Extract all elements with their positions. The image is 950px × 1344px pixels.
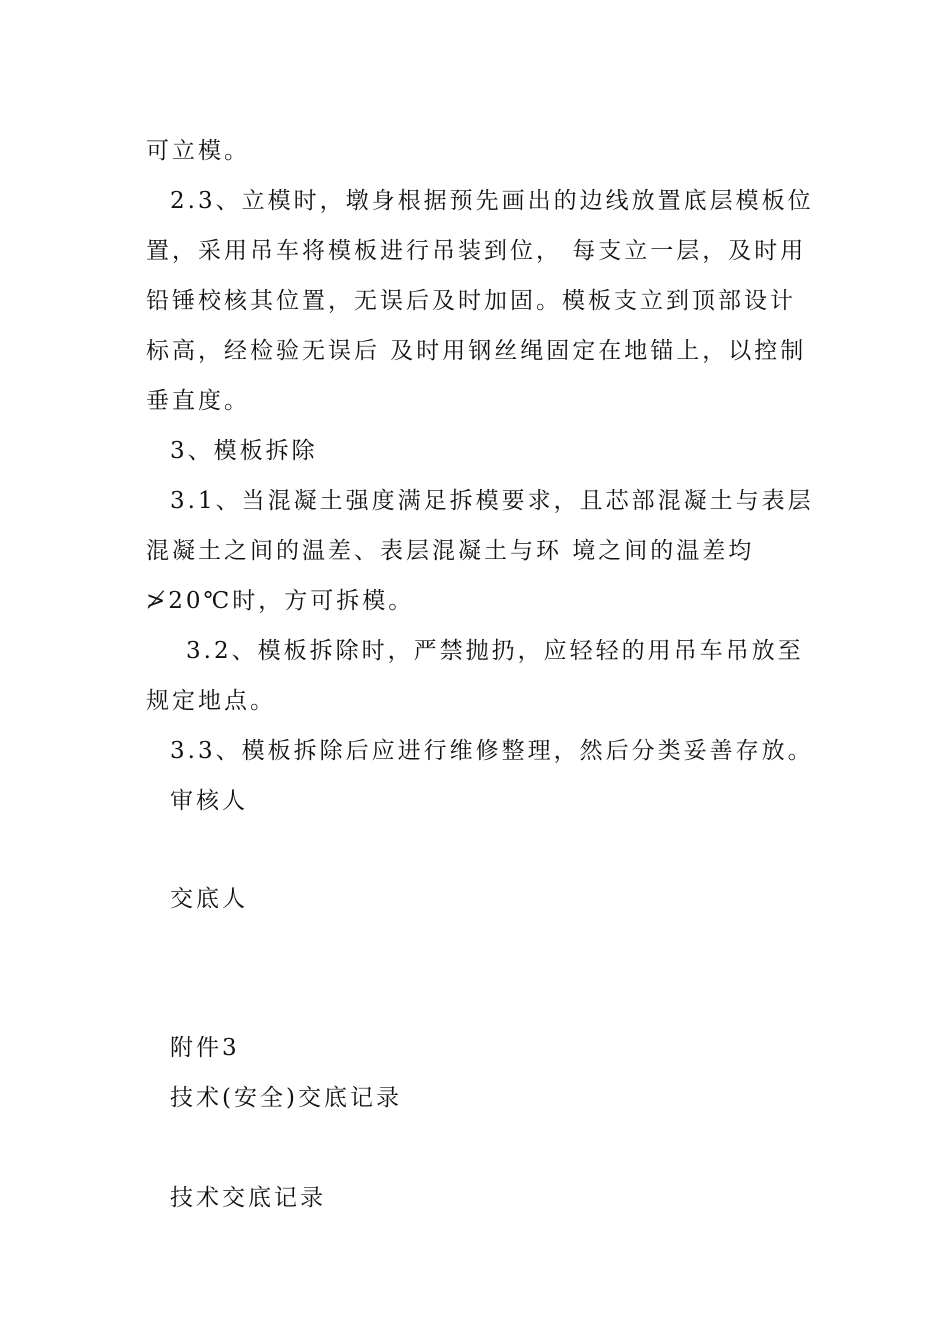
record-title: 技术(安全)交底记录: [170, 1085, 402, 1111]
text-line: 可立模。: [146, 138, 250, 164]
attachment-label: 附件3: [170, 1035, 240, 1061]
section-heading: 3、模板拆除: [170, 438, 318, 464]
briefer-label: 交底人: [170, 886, 248, 912]
text-line: 标高，经检验无误后 及时用钢丝绳固定在地锚上，以控制: [146, 338, 807, 364]
text-line: 置，采用吊车将模板进行吊装到位， 每支立一层，及时用: [146, 238, 807, 264]
text-line: ≯20℃时，方可拆模。: [146, 588, 415, 614]
record-subtitle: 技术交底记录: [170, 1185, 326, 1211]
text-line: 3.1、当混凝土强度满足拆模要求，且芯部混凝土与表层: [170, 488, 814, 514]
text-line: 3.3、模板拆除后应进行维修整理，然后分类妥善存放。: [170, 738, 814, 764]
text-line: 混凝土之间的温差、表层混凝土与环 境之间的温差均: [146, 538, 755, 564]
reviewer-label: 审核人: [170, 788, 248, 814]
text-line: 3.2、模板拆除时，严禁抛扔，应轻轻的用吊车吊放至: [186, 638, 804, 664]
text-line: 规定地点。: [146, 688, 276, 714]
text-line: 2.3、立模时，墩身根据预先画出的边线放置底层模板位: [170, 188, 814, 214]
text-line: 垂直度。: [146, 388, 250, 414]
text-line: 铅锤校核其位置，无误后及时加固。模板支立到顶部设计: [146, 288, 796, 314]
